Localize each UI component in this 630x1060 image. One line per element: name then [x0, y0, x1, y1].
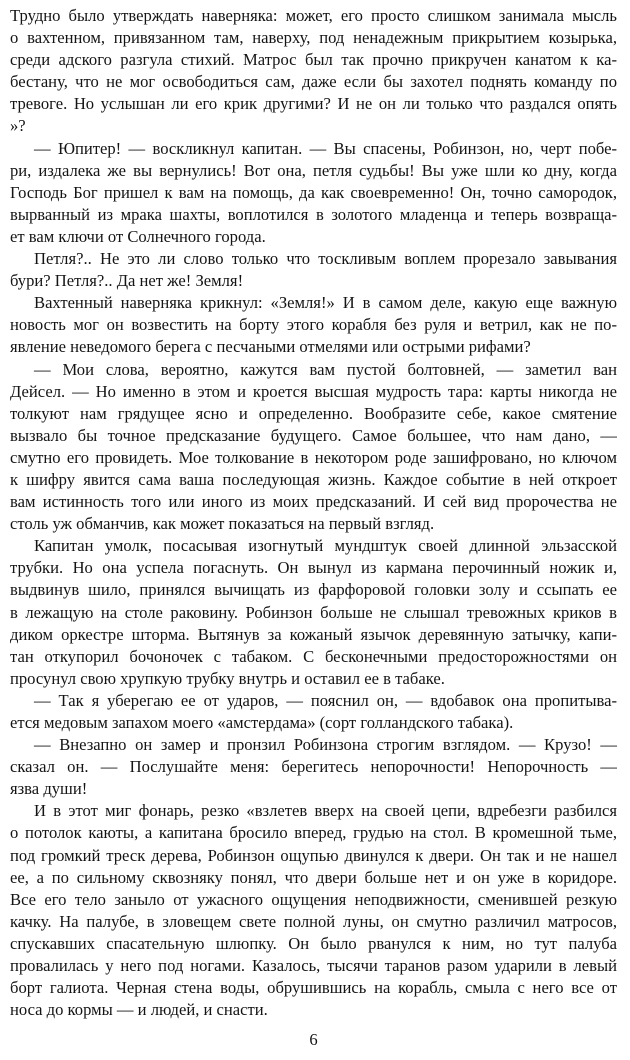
text-line: Все его тело заныло от ужасного ощущения неподвижности, сменившей резкую	[10, 889, 617, 909]
text-line: к шифру явится сама ваша последующая жизнь. Каждое событие в ней откроет	[10, 469, 617, 489]
text-line: толкуют нам грядущее ясно и определенно. Вообразите себе, какое смятение	[10, 403, 617, 423]
text-line: борт галиота. Черная стена воды, обрушившись на корабль, смыла с него все от	[10, 978, 617, 998]
text-line: просунул свою хрупкую трубку внутрь и оставил ее в табаке.	[10, 668, 445, 688]
text-line: в лежащую на столе раковину. Робинзон больше не слышал тревожных криков в	[10, 602, 617, 622]
text-line: — Так я уберегаю ее от ударов, — пояснил он, — вдобавок она пропитыва-	[34, 690, 617, 710]
text-line: »?	[10, 116, 26, 136]
text-line: Вахтенный наверняка крикнул: «Земля!» И в самом деле, какую еще важную	[34, 293, 617, 313]
text-line: И в этот миг фонарь, резко «взлетев вверх на своей цепи, вдребезги разбился	[34, 801, 617, 821]
book-page	[10, 0, 617, 1060]
text-line: бестану, что не мог освободиться сам, даже если бы захотел поднять команду по	[10, 72, 617, 92]
text-line: провалилась у него под ногами. Казалось, тысячи таранов разом ударили в левый	[10, 956, 617, 976]
text-line: носа до кормы — и людей, и снасти.	[10, 1000, 268, 1020]
text-line: Господь Бог пришел к вам на помощь, да как своевременно! Он, точно самородок,	[10, 182, 617, 202]
text-line: язва души!	[10, 779, 88, 799]
text-line: вызвало бы точное предсказание будущего. Самое большее, что нам дано, —	[10, 425, 617, 445]
text-line: среди адского разгула стихий. Матрос был так прочно прикручен канатом к ка-	[10, 50, 617, 70]
text-line: смутно его провидеть. Мое толкование в некотором роде зашифровано, но ключом	[10, 447, 617, 467]
page-number: 6	[309, 1030, 318, 1049]
text-line: столь уж обманчив, как может показаться на первый взгляд.	[10, 514, 435, 534]
text-line: бури? Петля?.. Да нет же! Земля!	[10, 271, 244, 291]
page-text	[10, 0, 617, 1021]
text-line: — Юпитер! — воскликнул капитан. — Вы спасены, Робинзон, но, черт побе-	[34, 138, 617, 158]
text-line: тревоге. Но услышан ли его крик другими? И не он ли только что раздался опять	[10, 94, 617, 114]
text-line: новость мог он возвестить на борту этого корабля без руля и ветрил, как не по-	[10, 315, 617, 335]
text-line: Дейсел. — Но именно в этом и кроется высшая мудрость тара: карты никогда не	[10, 381, 617, 401]
text-line: под громкий треск дерева, Робинзон ощупью двинулся к двери. Он так и не нашел	[10, 845, 617, 865]
text-line: о вахтенном, привязанном там, наверху, под ненадежным прикрытием козырька,	[10, 28, 617, 48]
text-line: явление неведомого берега с песчаными отмелями или острыми рифами?	[10, 337, 531, 357]
text-line: вырванный из мрака шахты, воплотился в золотого младенца и теперь возвраща-	[10, 204, 617, 224]
text-line: Трудно было утверждать наверняка: может, его просто слишком занимала мысль	[10, 6, 617, 25]
text-line: Петля?.. Не это ли слово только что тоскливым воплем прорезало завывания	[34, 249, 617, 269]
text-line: — Внезапно он замер и пронзил Робинзона строгим взглядом. — Крузо! —	[34, 735, 617, 755]
text-line: — Мои слова, вероятно, кажутся вам пустой болтовней, — заметил ван	[34, 359, 617, 379]
text-line: Капитан умолк, посасывая изогнутый мундштук своей длинной эльзасской	[34, 536, 617, 556]
text-line: спускавших спасательную шлюпку. Он было рванулся к ним, но тут палуба	[10, 933, 617, 953]
text-line: качку. На палубе, в зловещем свете полной луны, он смутно различил матросов,	[10, 911, 617, 931]
text-line: ее, а по сильному сквозняку понял, что двери больше нет и он уже в коридоре.	[10, 867, 617, 887]
text-line: тан откупорил бочоночек с табаком. С бесконечными предосторожностями он	[10, 646, 617, 666]
text-line: ри, издалека же вы вернулись! Вот она, петля судьбы! Вы уже шли ко дну, когда	[10, 160, 617, 180]
text-line: вам истинность того или иного из моих предсказаний. И сей вид пророчества не	[10, 492, 617, 512]
text-line: сказал он. — Послушайте меня: берегитесь непорочности! Непорочность —	[10, 757, 617, 777]
text-line: диком оркестре шторма. Вытянув за кожаный язычок деревянную затычку, капи-	[10, 624, 617, 644]
text-line: выдвинув шило, принялся вычищать из фарфоровой головки золу и ссыпать ее	[10, 580, 617, 600]
text-line: ется медовым запахом моего «амстердама» (сорт голландского табака).	[10, 713, 514, 732]
text-line: о потолок каюты, а капитана бросило вперед, грудью на стол. В кромешной тьме,	[10, 823, 617, 843]
text-line: ет вам ключи от Солнечного города.	[10, 226, 266, 246]
text-line: трубки. Но она успела погаснуть. Он вынул из кармана перочинный ножик и,	[10, 558, 617, 578]
